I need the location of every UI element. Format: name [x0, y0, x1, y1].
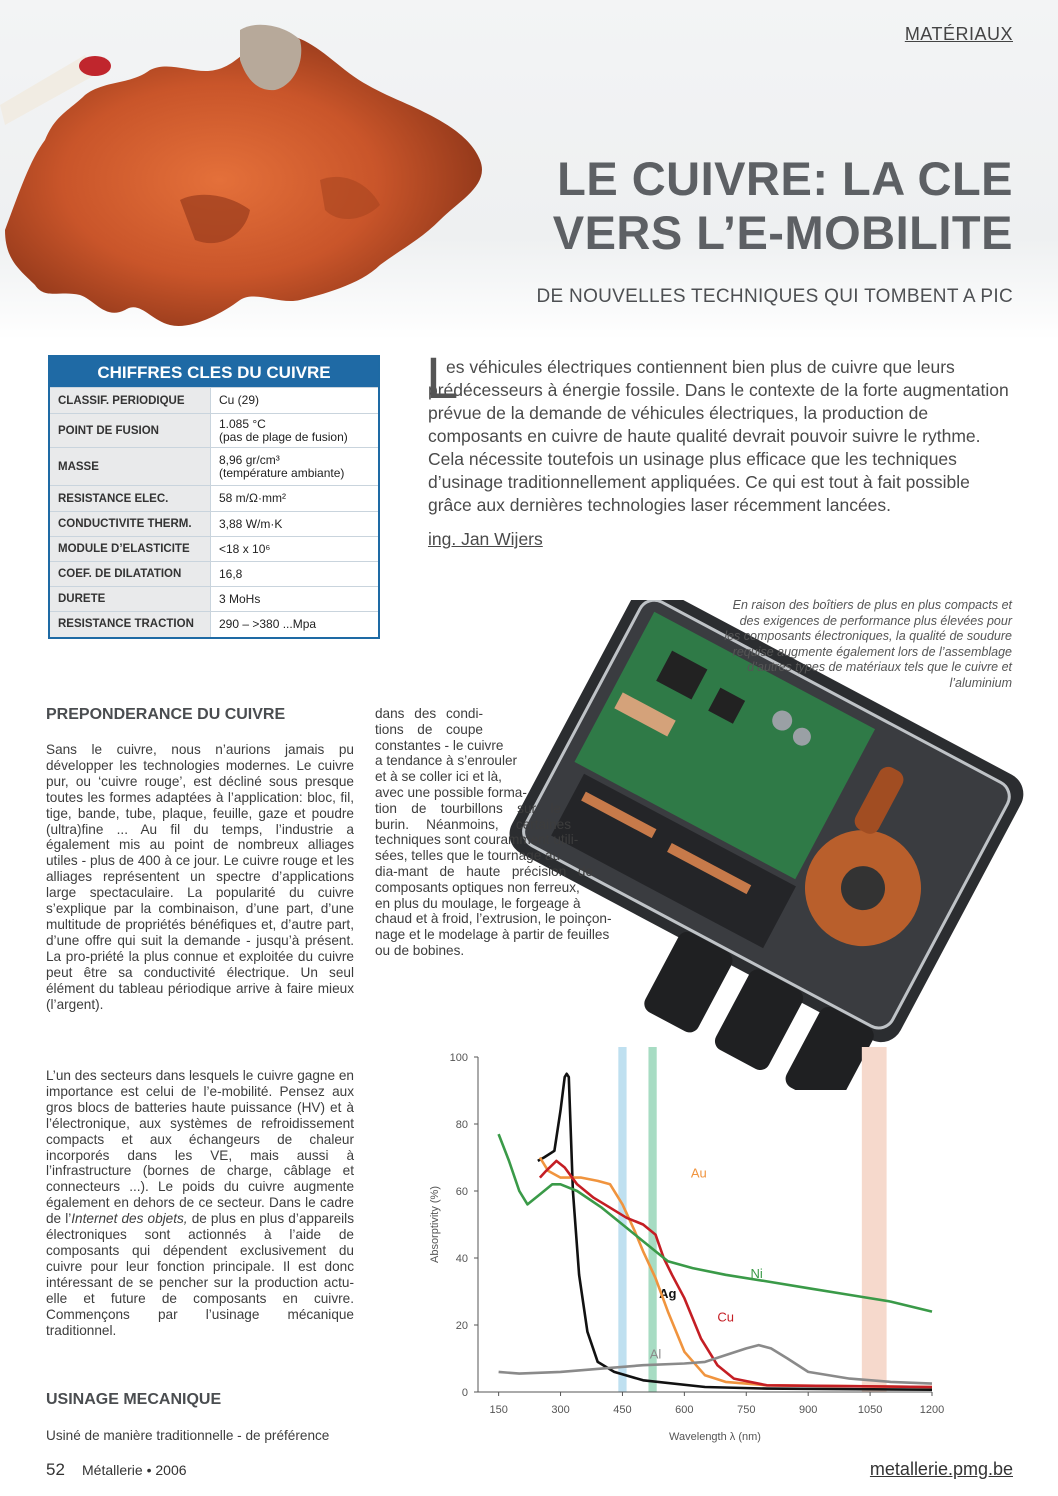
website-link[interactable]: metallerie.pmg.be	[869, 1459, 1013, 1479]
text-line: sées, telles que le tournage au	[375, 848, 561, 864]
photo-caption: En raison des boîtiers de plus en plus compacts et des exigences de performance plus élevées pour les composants électroniques, la qualité de soudure requise augmente également lors de l’assemblage d’autres types de matériaux tels que le cuivre et l’aluminium	[724, 598, 1012, 690]
text-line: composants optiques non ferreux,	[375, 879, 580, 895]
row-value-note: (pas de plage de fusion)	[219, 429, 348, 444]
title-line-2: VERS L’E-MOBILITE	[552, 206, 1013, 259]
row-value-main: 8,96 gr/cm³	[219, 452, 280, 467]
x-tick-label: 600	[675, 1404, 694, 1416]
row-value: <18 x 10⁶	[211, 537, 379, 562]
text-line: constantes - le cuivre	[375, 737, 504, 753]
row-label: POINT DE FUSION	[50, 414, 211, 448]
absorptivity-chart	[420, 1040, 960, 1450]
y-axis-label: Absorptivity (%)	[429, 1185, 441, 1264]
row-value	[211, 414, 379, 448]
text-line: techniques sont couramment utili-	[375, 832, 579, 848]
table-row	[50, 448, 378, 486]
key-figures-body	[50, 387, 378, 637]
x-tick-label: 1200	[919, 1404, 945, 1416]
text-line: avec une possible forma-	[375, 784, 527, 800]
row-label: CLASSIF. PERIODIQUE	[50, 388, 211, 414]
row-value: 3 MoHs	[211, 587, 379, 612]
page-title	[553, 152, 1013, 260]
table-row	[50, 512, 378, 537]
y-tick-label: 60	[455, 1186, 468, 1198]
series-label-au: Au	[690, 1165, 707, 1181]
x-tick-label: 150	[489, 1404, 508, 1416]
table-row	[50, 486, 378, 512]
text-line: dia-mant de haute précision de	[375, 863, 593, 879]
x-tick-label: 450	[613, 1404, 632, 1416]
column2-text	[375, 706, 640, 959]
laser-band-2	[862, 1047, 887, 1392]
table-row	[50, 388, 378, 414]
series-label-ag: Ag	[659, 1286, 677, 1302]
author-byline: ing. Jan Wijers	[428, 529, 543, 549]
series-label-al: Al	[649, 1346, 662, 1362]
y-tick-label: 80	[455, 1119, 468, 1131]
x-tick-label: 750	[737, 1404, 756, 1416]
row-label: MODULE D’ELASTICITE	[50, 537, 211, 562]
series-label-cu: Cu	[717, 1309, 734, 1325]
text-line: nage et le modelage à partir de feuilles	[375, 927, 610, 943]
row-value: 3,88 W/m·K	[211, 512, 379, 537]
row-label: RESISTANCE ELEC.	[50, 486, 211, 512]
copper-nugget-photo	[0, 0, 500, 340]
row-label: COEF. DE DILATATION	[50, 562, 211, 587]
table-row	[50, 612, 378, 637]
text-line: dans des condi-	[375, 706, 483, 721]
laser-band-0	[618, 1047, 626, 1392]
row-value: 16,8	[211, 562, 379, 587]
intro-text: es véhicules électriques contiennent bien plus de cuivre que leurs prédécesseurs à énergie fossile. Dans le contexte de la forte augmentation prévue de la demande de véhicules électriques, la production de composants en cuivre de haute qualité devrait pouvoir suivre le rythme. Cela nécessite toutefois un usinage plus efficace que les techniques d’usinage traditionnellement appliquées. Ce qui est tout à fait possible grâce aux dernières technologies laser récemment lancées.	[428, 357, 1009, 515]
section-heading-preponderance: PREPONDERANCE DU CUIVRE	[46, 706, 286, 723]
row-value	[211, 448, 379, 486]
y-tick-label: 0	[461, 1387, 468, 1399]
text-line: tion de tourbillons sur le	[375, 800, 561, 816]
text-line: chaud et à froid, l’extrusion, le poinçon-	[375, 911, 612, 927]
key-figures-heading: CHIFFRES CLES DU CUIVRE	[50, 357, 378, 387]
text-run: L’un des secteurs dans lesquels le cuivre gagne en importance est celui de l’e-mobilité. Pensez aux gros blocs de batteries haute puissance (HV) et à l’électronique, aux systèmes de refroidissement compacts et aux échangeurs de chaleur incorporés dans les VE, mais aussi à l’infrastructure (bornes de charge, câblage et connecteurs ...). Le poids du cuivre augmente également en dehors de ce secteur. Dans le cadre de l’	[46, 1068, 354, 1227]
x-tick-label: 300	[551, 1404, 570, 1416]
y-tick-label: 100	[449, 1052, 468, 1064]
section1-paragraph-2	[46, 1068, 354, 1338]
page-subtitle: DE NOUVELLES TECHNIQUES QUI TOMBENT A PIC	[536, 286, 1013, 307]
series-label-ni: Ni	[750, 1266, 763, 1282]
section-heading-usinage: USINAGE MECANIQUE	[46, 1391, 222, 1408]
section-tag: MATÉRIAUX	[904, 24, 1013, 44]
row-value: 58 m/Ω·mm²	[211, 486, 379, 512]
title-line-1: LE CUIVRE: LA CLE	[557, 152, 1013, 205]
text-line: et à se coller ici et là,	[375, 769, 502, 785]
drop-cap: L	[426, 346, 459, 411]
row-value	[211, 388, 379, 414]
key-figures-table	[48, 355, 380, 639]
row-label: DURETE	[50, 587, 211, 612]
text-line: ou de bobines.	[375, 942, 465, 958]
y-tick-label: 20	[455, 1320, 468, 1332]
x-tick-label: 900	[799, 1404, 818, 1416]
section1-paragraph-1: Sans le cuivre, nous n’aurions jamais pu développer les technologies modernes. Le cuivre pur, ou ‘cuivre rouge’, est décliné sous presque toutes les formes adaptées à l’application: bloc, fil, tige, bande, tube, plaque, feuille, gaze et poudre (ultra)fine ... Au fil du temps, l’industrie a également mis au point de nombreux alliages utiles - plus de 400 à ce jour. Le cuivre rouge et les alliages représentent un spectre d’applications large spectaculaire. La popularité du cuivre s’explique par la combinaison, d’une part, d’une multitude de propriétés bénéfiques et, d’autre part, d’une offre qui suit la demande - jusqu’à présent. La pro-priété la plus connue et exploitée du cuivre peut être sa conductivité électrique. Un seul élément du tableau périodique arrive à faire mieux (l’argent).	[46, 742, 354, 1012]
x-tick-label: 1050	[857, 1404, 883, 1416]
row-value-note: (température ambiante)	[219, 465, 345, 480]
table-row	[50, 414, 378, 448]
section2-paragraph-1: Usiné de manière traditionnelle - de préférence	[46, 1428, 330, 1443]
y-tick-label: 40	[455, 1253, 468, 1265]
table-row	[50, 587, 378, 612]
text-line: burin. Néanmoins, certaines	[375, 816, 571, 832]
table-row	[50, 537, 378, 562]
text-line: a tendance à s’enrouler	[375, 753, 518, 769]
row-value-main: 1.085 °C	[219, 416, 266, 431]
intro-paragraph	[426, 346, 1018, 517]
magazine-issue: Métallerie • 2006	[82, 1462, 187, 1478]
row-label: MASSE	[50, 448, 211, 486]
text-line: en plus du moulage, le forgeage à	[375, 895, 581, 911]
row-value: 290 – >380 ...Mpa	[211, 612, 379, 637]
text-run-italic: Internet des objets,	[71, 1211, 188, 1227]
text-run: de plus en plus d’appareils électroniques sont actionnés à l’aide de composants qui dépendent exclusivement du cuivre pour leur fonction principale. Il est donc intéressant de se pencher sur la production actu-elle et future de composants en cuivre. Commençons par l’usinage mécanique traditionnel.	[46, 1211, 355, 1338]
row-label: RESISTANCE TRACTION	[50, 612, 211, 637]
text-line: tions de coupe	[375, 721, 483, 737]
row-label: CONDUCTIVITE THERM.	[50, 512, 211, 537]
laser-band-1	[648, 1047, 656, 1392]
row-value-main: Cu (29)	[219, 393, 260, 407]
page-number: 52	[46, 1460, 65, 1479]
x-axis-label: Wavelength λ (nm)	[669, 1431, 761, 1443]
table-row	[50, 562, 378, 587]
